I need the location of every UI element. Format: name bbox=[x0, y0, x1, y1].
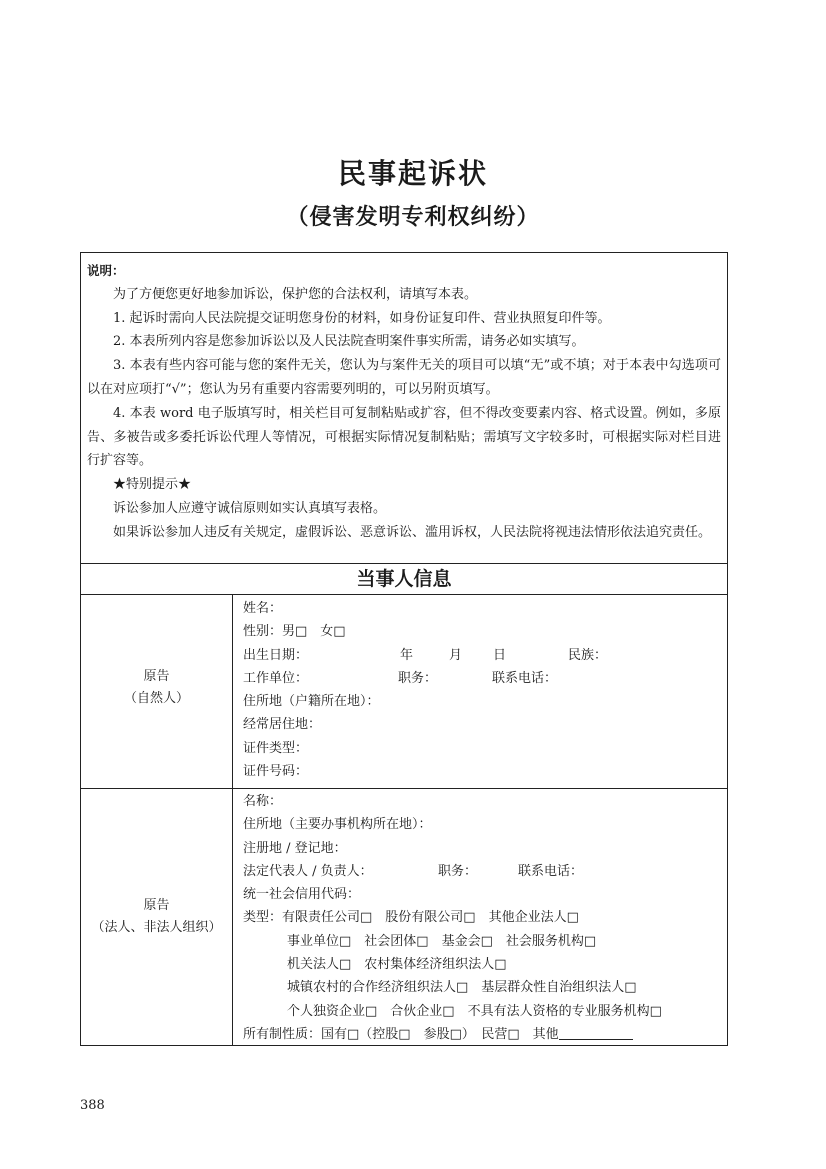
special-notice-2: 如果诉讼参加人违反有关规定，虚假诉讼、恶意诉讼、滥用诉权，人民法院将视违法情形依法追究责任。 bbox=[113, 524, 712, 540]
plaintiff-org-label-line1: 原告 bbox=[143, 898, 170, 913]
plaintiff-org-label-line2: （法人、非法人组织） bbox=[91, 920, 222, 935]
plaintiff-person-fields bbox=[243, 597, 608, 783]
ownership-other-blank[interactable] bbox=[559, 1025, 633, 1040]
field-residence[interactable]: 经常居住地： bbox=[243, 717, 322, 733]
field-org-type-2[interactable]: 事业单位□ 社会团体□ 基金会□ 社会服务机构□ bbox=[287, 933, 597, 949]
field-domicile[interactable]: 住所地（户籍所在地）： bbox=[243, 694, 380, 710]
instructions-intro: 为了方便您更好地参加诉讼，保护您的合法权利，请填写本表。 bbox=[113, 286, 478, 302]
field-org-name[interactable]: 名称： bbox=[243, 794, 283, 809]
field-id-type[interactable]: 证件类型： bbox=[243, 740, 309, 756]
form-table bbox=[80, 252, 728, 1046]
instructions-item-3: 3. 本表有些内容可能与您的案件无关，您认为与案件无关的项目可以填“无”或不填；对于本表中勾选项可以在对应项打“√”；您认为另有重要内容需要列明的，可以另附页填写。 bbox=[87, 358, 721, 397]
field-name[interactable]: 姓名： bbox=[243, 601, 283, 616]
plaintiff-person-label bbox=[81, 666, 232, 710]
row-divider bbox=[81, 788, 727, 789]
plaintiff-person-label-line2: （自然人） bbox=[123, 691, 189, 706]
instructions-block bbox=[81, 253, 727, 563]
instructions-item-2: 2. 本表所列内容是您参加诉讼以及人民法院查明案件事实所需，请务必如实填写。 bbox=[113, 334, 585, 350]
field-org-type-1[interactable]: 类型：有限责任公司□ 股份有限公司□ 其他企业法人□ bbox=[243, 910, 579, 926]
document-title: 民事起诉状 bbox=[337, 157, 488, 190]
field-org-type-5[interactable]: 个人独资企业□ 合伙企业□ 不具有法人资格的专业服务机构□ bbox=[287, 1003, 662, 1019]
special-notice-1: 诉讼参加人应遵守诚信原则如实认真填写表格。 bbox=[113, 500, 387, 516]
position-label: 职务： bbox=[398, 670, 438, 686]
plaintiff-org-fields bbox=[243, 790, 662, 1046]
work-unit-label: 工作单位： bbox=[243, 670, 309, 686]
section-title-party-info: 当事人信息 bbox=[81, 563, 727, 595]
field-credit-code[interactable]: 统一社会信用代码： bbox=[243, 887, 361, 903]
column-divider bbox=[232, 594, 233, 1046]
instructions-item-4: 4. 本表 word 电子版填写时，相关栏目可复制粘贴或扩容，但不得改变要素内容、格式设置。例如，多原告、多被告或多委托诉讼代理人等情况，可根据实际情况复制粘贴；需填写文字较多时，可根据实际对栏目进行扩容等。 bbox=[87, 405, 721, 469]
birth-day-label: 日 bbox=[493, 647, 507, 663]
special-notice-heading: ★特别提示★ bbox=[113, 477, 192, 493]
ownership-label: 所有制性质：国有□（控股□ 参股□） 民营□ 其他 bbox=[243, 1026, 559, 1042]
field-org-registered[interactable]: 注册地 / 登记地： bbox=[243, 840, 347, 856]
field-org-type-4[interactable]: 城镇农村的合作经济组织法人□ 基层群众性自治组织法人□ bbox=[287, 980, 637, 996]
org-phone-label: 联系电话： bbox=[518, 863, 584, 879]
field-ownership[interactable] bbox=[243, 1023, 662, 1046]
birth-month-label: 月 bbox=[449, 647, 463, 663]
phone-label: 联系电话： bbox=[492, 670, 558, 686]
field-birth-date[interactable] bbox=[243, 644, 608, 667]
instructions-item-1: 1. 起诉时需向人民法院提交证明您身份的材料，如身份证复印件、营业执照复印件等。 bbox=[113, 310, 611, 326]
field-org-type-3[interactable]: 机关法人□ 农村集体经济组织法人□ bbox=[287, 957, 507, 973]
field-gender[interactable]: 性别：男□ 女□ bbox=[243, 624, 346, 640]
legal-rep-label: 法定代表人 / 负责人： bbox=[243, 863, 373, 879]
birth-year-label: 年 bbox=[400, 647, 414, 663]
document-subtitle: （侵害发明专利权纠纷） bbox=[286, 204, 540, 230]
birth-date-label: 出生日期： bbox=[243, 647, 309, 663]
field-id-number[interactable]: 证件号码： bbox=[243, 764, 309, 780]
plaintiff-org-label bbox=[81, 895, 232, 939]
page-number: 388 bbox=[80, 1098, 105, 1113]
org-position-label: 职务： bbox=[438, 863, 478, 879]
ethnicity-label: 民族： bbox=[568, 647, 608, 663]
instructions-heading: 说明： bbox=[87, 263, 125, 278]
field-legal-rep[interactable] bbox=[243, 860, 662, 883]
field-work-unit[interactable] bbox=[243, 667, 558, 690]
field-org-domicile[interactable]: 住所地（主要办事机构所在地）： bbox=[243, 817, 432, 833]
plaintiff-person-label-line1: 原告 bbox=[143, 669, 170, 684]
